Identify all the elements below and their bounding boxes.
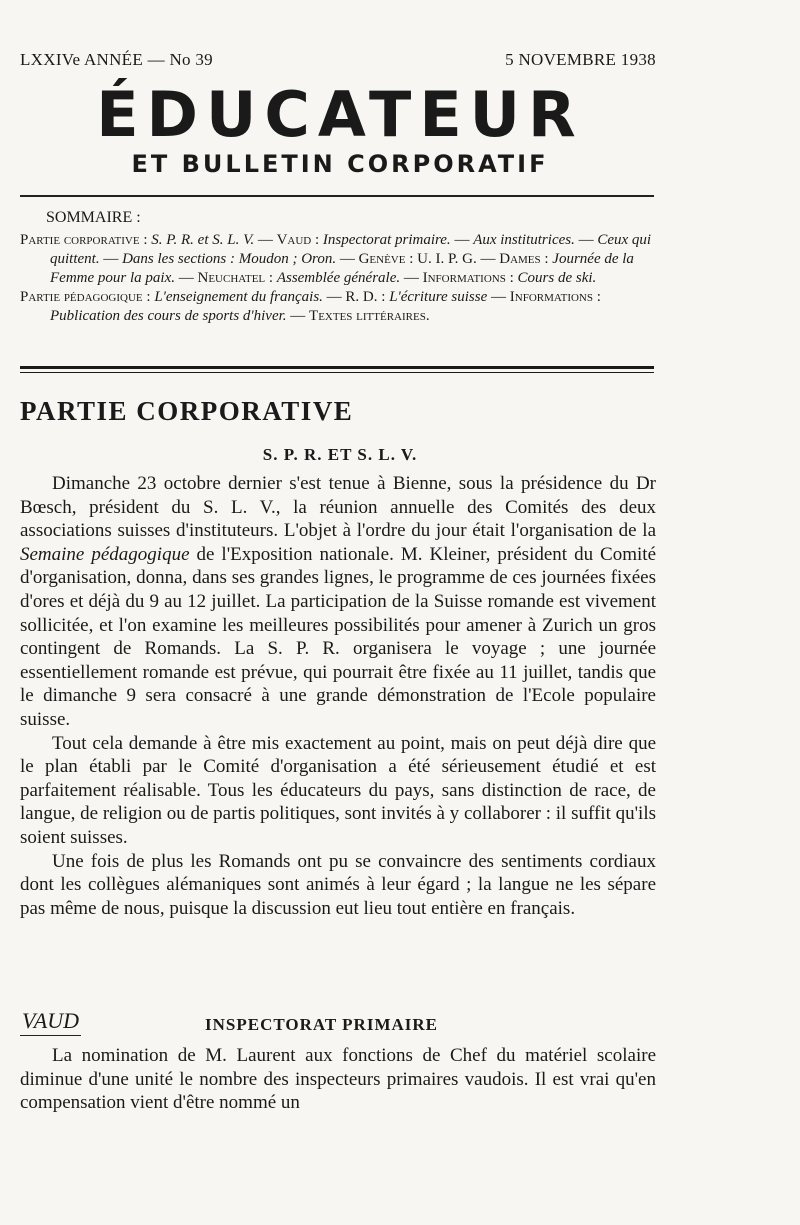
paragraph: Tout cela demande à être mis exactement au point, mais on peut déjà dire que le plan établi par le Comité d'organisation a été sérieusement étudié et est parfaitement réalisable. Tous les éducateurs du pays, sans distinction de race, de langue, de religion ou de partis politiques, sont invités à y collaborer : il suffit qu'ils soient suisses.	[20, 732, 656, 848]
region-label: VAUD	[20, 1008, 81, 1036]
summary-entry: Ceux qui quittent.	[50, 232, 652, 267]
summary-region: Informations :	[422, 270, 514, 286]
summary-region: Neuchatel :	[197, 270, 274, 286]
journal-subtitle: ET BULLETIN CORPORATIF	[131, 150, 549, 178]
section-separator	[20, 366, 654, 373]
summary-entry: Inspectorat primaire.	[322, 232, 451, 248]
paragraph	[20, 472, 656, 732]
summary-dash: —	[400, 270, 423, 286]
summary-entry: Dans les sections : Moudon ; Oron.	[122, 251, 337, 267]
summary-dash: —	[476, 251, 500, 267]
article-heading: INSPECTORAT PRIMAIRE	[205, 1015, 439, 1034]
summary-region: Informations :	[509, 289, 601, 305]
issue-date: 5 NOVEMBRE 1938	[505, 50, 656, 69]
summary-dash: —	[174, 270, 198, 286]
summary-region: R. D. :	[345, 289, 386, 305]
article-body	[20, 1044, 656, 1115]
article-body	[20, 472, 656, 920]
paragraph: La nomination de M. Laurent aux fonctions de Chef du matériel scolaire diminue d'une unité le nombre des inspecteurs primaires vaudois. Il est vrai qu'en compensation vient d'être nommé un	[20, 1045, 656, 1114]
summary-label: SOMMAIRE :	[46, 209, 141, 226]
summary-dash: —	[322, 289, 346, 305]
summary-entry: Assemblée générale.	[276, 270, 401, 286]
summary-entry: Cours de ski.	[517, 270, 597, 286]
summary-region: Textes littéraires.	[309, 308, 430, 324]
summary-entry: Aux institutrices.	[473, 232, 575, 248]
summary-dash: —	[491, 289, 510, 305]
summary-entry: Journée de la Femme pour la paix.	[50, 251, 634, 286]
journal-title: ÉDUCATEUR	[96, 78, 584, 151]
emphasis-text: Semaine pédagogique	[20, 543, 190, 565]
summary-dash: —	[99, 251, 123, 267]
summary-entry: L'écriture suisse	[389, 289, 488, 305]
summary-dash: —	[450, 232, 474, 248]
summary-entry: Publication des cours de sports d'hiver.	[50, 308, 287, 324]
summary-region: Dames :	[499, 251, 549, 267]
summary-dash: —	[254, 232, 277, 248]
masthead-rule	[20, 195, 654, 197]
paragraph-text: de l'Exposition nationale. M. Kleiner, président du Comité d'organisation, donna, dans ses grandes lignes, le programme de ces journées fixées d'ores et déjà du 9 au 12 juillet. La participation de la Suisse romande est vivement sollicitée, et l'on examine les meilleures possibilités pour amener à Zurich un gros contingent de Romands. La S. P. R. organisera le voyage ; une journée essentiellement romande est prévue, qui pourrait être fixée au 11 juillet, tandis que le dimanche 9 sera consacré à une grande démonstration de l'Ecole populaire suisse.	[20, 543, 656, 730]
summary-region: Vaud :	[276, 232, 320, 248]
paragraph: Une fois de plus les Romands ont pu se convaincre des sentiments cordiaux dont les collègues alémaniques sont animés à leur égard ; la langue ne les sépare pas même de nous, puisque la discussion eut lieu tout entière en français.	[20, 850, 656, 919]
section-title: PARTIE CORPORATIVE	[20, 396, 354, 426]
summary-dash: —	[574, 232, 598, 248]
summary-entry: U. I. P. G.	[417, 251, 477, 267]
masthead-line	[20, 50, 656, 70]
summary-part-label: Partie pédagogique :	[20, 289, 151, 305]
summary-corporative	[20, 231, 660, 288]
summary-dash: —	[336, 251, 359, 267]
article-heading: S. P. R. ET S. L. V.	[262, 445, 418, 464]
summary-pedagogique	[20, 288, 660, 326]
summary-dash: —	[286, 308, 310, 324]
issue-number: LXXIVe ANNÉE — No 39	[20, 50, 213, 69]
summary-entry: S. P. R. et S. L. V.	[151, 232, 255, 248]
paragraph-text: Dimanche 23 octobre dernier s'est tenue à Bienne, sous la présidence du Dr Bœsch, président du S. L. V., la réunion annuelle des Comités des deux associations suisses d'instituteurs. L'objet à l'ordre du jour était l'organisation de la	[20, 473, 656, 542]
summary-entry: L'enseignement du français.	[154, 289, 323, 305]
table-of-contents	[20, 208, 660, 326]
summary-part-label: Partie corporative :	[20, 232, 148, 248]
summary-region: Genève :	[358, 251, 414, 267]
